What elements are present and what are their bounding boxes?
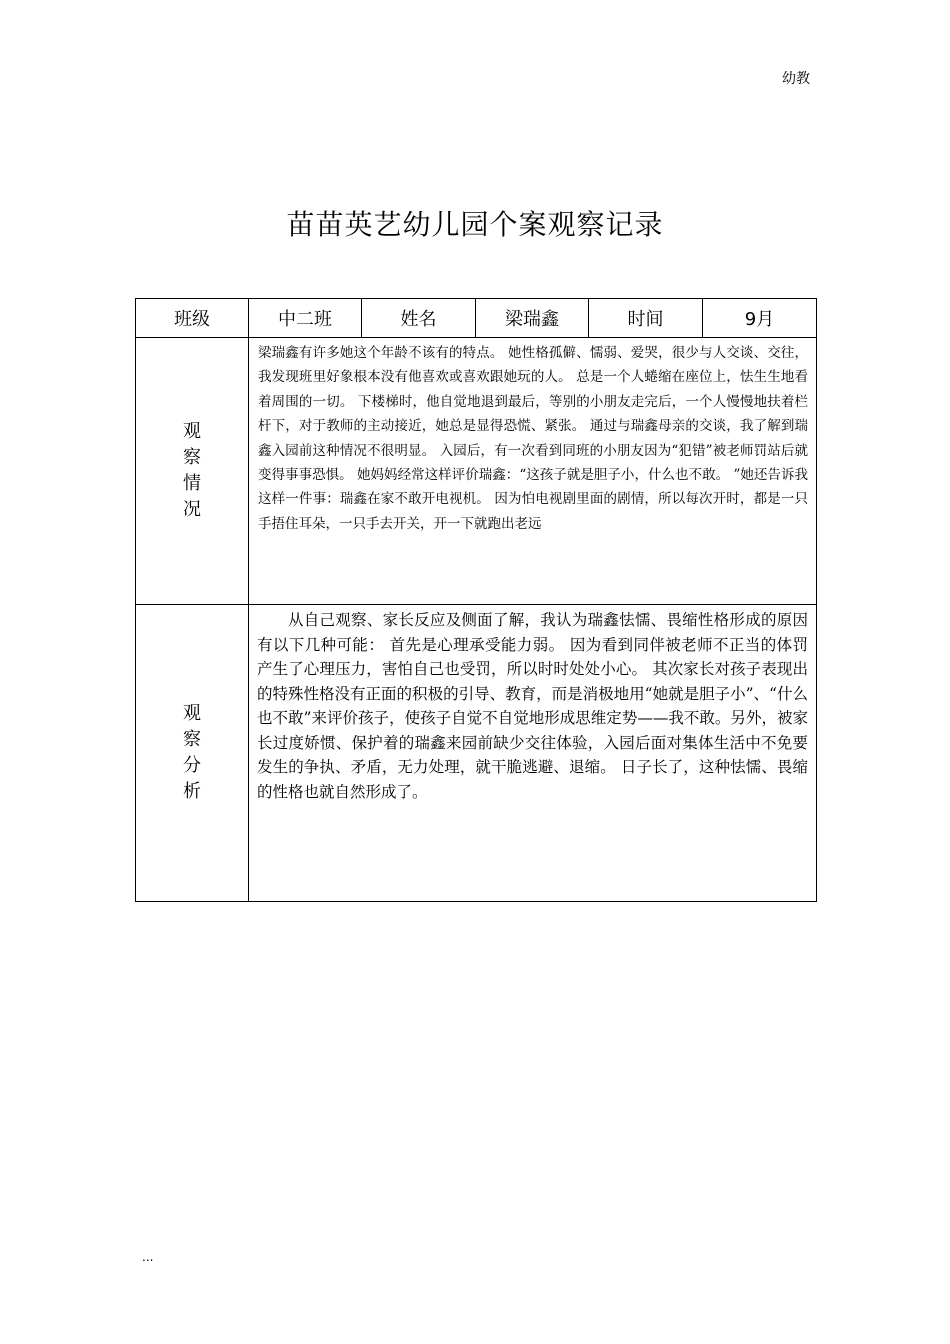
analysis-label-char: 析 [183, 781, 201, 802]
time-label: 时间 [589, 299, 703, 338]
observation-record-table [135, 298, 817, 902]
analysis-label [136, 605, 249, 902]
time-value: 9月 [703, 299, 817, 338]
observation-text: 梁瑞鑫有许多她这个年龄不该有的特点。 她性格孤僻、懦弱、爱哭，很少与人交谈、交往，我发现班里好象根本没有他喜欢或喜欢跟她玩的人。 总是一个人蜷缩在座位上，怯生生地看着周围的一切。 下楼梯时，他自觉地退到最后，等别的小朋友走完后，一个人慢慢地扶着栏杆下，对于教师的主动接近，她总是显得恐慌、紧张。 通过与瑞鑫母亲的交谈，我了解到瑞鑫入园前这种情况不很明显。 入园后，有一次看到同班的小朋友因为“犯错”被老师罚站后就变得事事恐惧。 她妈妈经常这样评价瑞鑫：“这孩子就是胆子小，什么也不敢。 ”她还告诉我这样一件事：瑞鑫在家不敢开电视机。 因为怕电视剧里面的剧情，所以每次开时，都是一只手捂住耳朵，一只手去开关，开一下就跑出老远 [258, 345, 808, 532]
analysis-row [136, 605, 817, 902]
analysis-cell [249, 605, 817, 902]
observation-label-char: 情 [183, 473, 201, 494]
analysis-label-char: 察 [183, 729, 201, 750]
analysis-label-char: 分 [183, 755, 201, 776]
observation-label-char: 观 [183, 421, 201, 442]
header-tag: 幼教 [782, 71, 810, 87]
name-label: 姓名 [362, 299, 476, 338]
observation-label [136, 338, 249, 605]
class-value: 中二班 [249, 299, 362, 338]
observation-cell [249, 338, 817, 605]
observation-label-char: 察 [183, 447, 201, 468]
observation-row [136, 338, 817, 605]
analysis-text: 从自己观察、家长反应及侧面了解，我认为瑞鑫怯懦、畏缩性格形成的原因有以下几种可能： 首先是心理承受能力弱。 因为看到同伴被老师不正当的体罚产生了心理压力，害怕自己也受罚，所以时时处处小心。 其次家长对孩子表现出的特殊性格没有正面的积极的引导、教育，而是消极地用“她就是胆子小”、“什么也不敢”来评价孩子，使孩子自觉不自觉地形成思维定势——我不敢。另外，被家长过度娇惯、保护着的瑞鑫来园前缺少交往体验，入园后面对集体生活中不免要发生的争执、矛盾，无力处理，就干脆逃避、退缩。 日子长了，这种怯懦、畏缩的性格也就自然形成了。 [257, 611, 808, 801]
name-value: 梁瑞鑫 [476, 299, 589, 338]
page-title: 苗苗英艺幼儿园个案观察记录 [286, 208, 664, 241]
observation-label-char: 况 [183, 499, 201, 520]
meta-row [136, 299, 817, 338]
footer-ellipsis: ... [142, 1250, 154, 1264]
analysis-label-char: 观 [183, 703, 201, 724]
class-label: 班级 [136, 299, 249, 338]
